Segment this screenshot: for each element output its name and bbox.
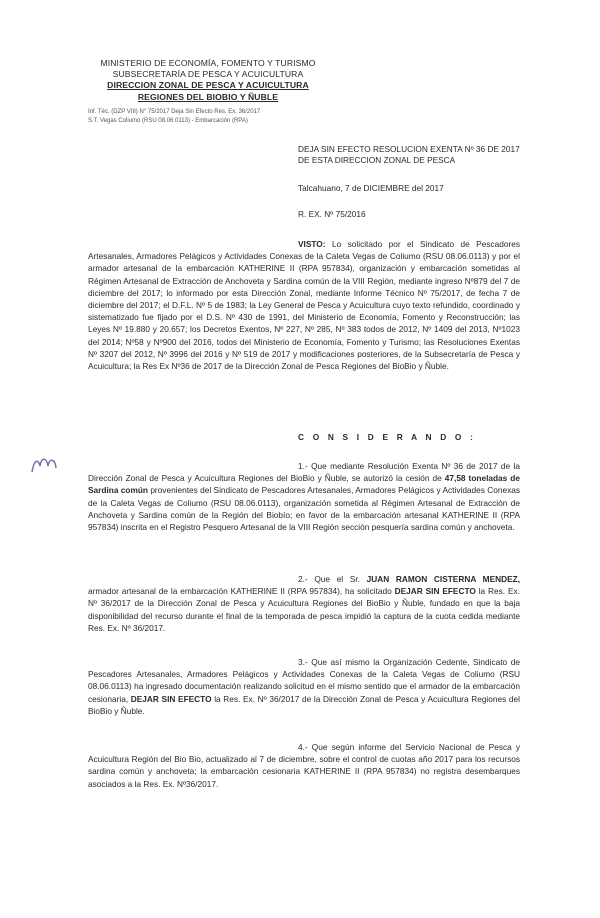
handwritten-mark-icon xyxy=(28,452,68,478)
p2-name: JUAN RAMON CISTERNA MENDEZ, xyxy=(366,574,520,584)
considerando-paragraph-4 xyxy=(88,741,520,790)
considerando-paragraph-2 xyxy=(88,573,520,634)
p2-mid: armador artesanal de la embarcación KATHERINE II (RPA 957834), ha solicitado xyxy=(88,586,392,597)
document-metadata xyxy=(88,108,260,125)
resolution-number: R. EX. Nº 75/2016 xyxy=(298,209,366,219)
p3-lead: 3.- Que así mismo la Organización Cedente, Sindicato de Pescadores Artesanales, Armadores Pelágicos y Actividades Conexas de la Caleta Vegas de Coliumo (RSU 08.06.0113) ha ingresado documentación realizando solicitud en el mismo sentido que el armador de la embarcación cesionaria, xyxy=(88,657,520,704)
considerando-heading: C O N S I D E R A N D O : xyxy=(298,432,477,442)
resolution-reference: DEJA SIN EFECTO RESOLUCION EXENTA Nº 36 DE 2017 DE ESTA DIRECCION ZONAL DE PESCA xyxy=(298,144,520,165)
regiones-line: REGIONES DEL BIOBIO Y ÑUBLE xyxy=(137,91,279,102)
institution-header xyxy=(88,58,328,103)
p4-text: 4.- Que según informe del Servicio Nacional de Pesca y Acuicultura Región del Bio Bio, actualizado al 7 de diciembre, sobre el control de cuotas año 2017 para los recursos sardina común y anchoveta; la embarcación cesionaria KATHERINE II (RPA 957834) no registra desembarques asociados a la Res. Ex. Nº36/2017. xyxy=(88,742,520,789)
p2-rest: la Res. Ex. Nº 36/2017 de la Dirección Zonal de Pesca y Acuicultura Regiones del BioBio y Ñuble, fundado en que la baja disponibilidad del recurso durante el final de la temporada de pesca impidió la captura de la cuota cedida mediante Res. Ex. Nº 36/2017. xyxy=(88,586,520,633)
document-date: Talcahuano, 7 de DICIEMBRE del 2017 xyxy=(298,183,444,193)
p1-bold: 47,58 toneladas de Sardina común xyxy=(88,473,520,496)
p2-bold: DEJAR SIN EFECTO xyxy=(394,586,476,597)
visto-text: Lo solicitado por el Sindicato de Pescadores Artesanales, Armadores Pelágicos y Actividades Conexas de la Caleta Vegas de Coliumo (RSU 08.06.0113) y por el armador artesanal de la embarcación KATHERINE II (RPA 957834), organización y embarcación sometidas al Régimen Artesanal de Extracción de Anchoveta y Sardina común de la VIII Región, mediante ingreso Nº879 del 7 de diciembre del 2017; lo informado por esta Dirección Zonal, mediante Informe Técnico Nº 75/2017, de fecha 7 de diciembre del 2017; el D.F.L. Nº 5 de 1983; la Ley General de Pesca y Acuicultura cuyo texto refundido, coordinado y sistematizado fue fijado por el D.S. Nº 430 de 1991, del Ministerio de Economía, Fomento y Reconstrucción; las Leyes Nº 19.880 y 20.657; los Decretos Exentos, Nº 227, Nº 285, Nº 383 todos de 2012, Nº 1409 del 2013, Nº1023 del 2014; Nº58 y Nº900 del 2016, todos del Ministerio de Economía, Fomento y Turismo; las Resoluciones Exentas Nº 3207 del 2012, Nº 3996 del 2016 y Nº 519 de 2017 y modificaciones posteriores, de la Subsecretaría de Pesca y Acuicultura; la Res Ex Nº36 de 2017 de la Dirección Zonal de Pesca Regiones del BioBio y Ñuble. xyxy=(88,239,520,372)
p3-rest: la Res. Ex. Nº 36/2017 de la Dirección Zonal de Pesca y Acuicultura Regiones del BioBio y Ñuble. xyxy=(88,693,520,716)
p1-rest: provenientes del Sindicato de Pescadores Artesanales, Armadores Pelágicos y Actividades Conexas de la Caleta Vegas de Coliumo (RSU 08.06.0113), organización sometida al Régimen Artesanal de Extracción de Anchoveta y Sardina común de la Región del Biobío; en favor de la embarcación artesanal KATHERINE II (RPA 957834) inscrita en el Registro Pesquero Artesanal de la VIII Región sección pesquería sardina común y anchoveta. xyxy=(88,485,520,533)
considerando-paragraph-3 xyxy=(88,656,520,717)
visto-paragraph xyxy=(88,238,520,372)
p3-bold: DEJAR SIN EFECTO xyxy=(130,693,212,704)
metadata-line-2: S.T. Vegas Coliumo (RSU 08.06.0113) - Embarcación (RPA) xyxy=(88,117,248,124)
ministry-line: MINISTERIO DE ECONOMÍA, FOMENTO Y TURISMO xyxy=(100,58,316,68)
considerando-paragraph-1 xyxy=(88,460,520,533)
p2-lead: 2.- Que el Sr. xyxy=(298,574,360,584)
visto-label: VISTO: xyxy=(298,239,326,249)
p1-lead: 1.- Que mediante Resolución Exenta Nº 36 de 2017 de la Dirección Zonal de Pesca y Acuicultura Regiones del BioBio y Ñuble, se autorizó la cesión de xyxy=(88,461,520,484)
subsecretaria-line: SUBSECRETARÍA DE PESCA Y ACUICULTURA xyxy=(112,69,304,80)
metadata-line-1: Inf. Téc. (DZP VIII) N° 75/2017 Deja Sin Efecto Res. Ex. 36/2017 xyxy=(88,109,261,115)
direccion-zonal-line: DIRECCION ZONAL DE PESCA Y ACUICULTURA xyxy=(107,80,309,91)
